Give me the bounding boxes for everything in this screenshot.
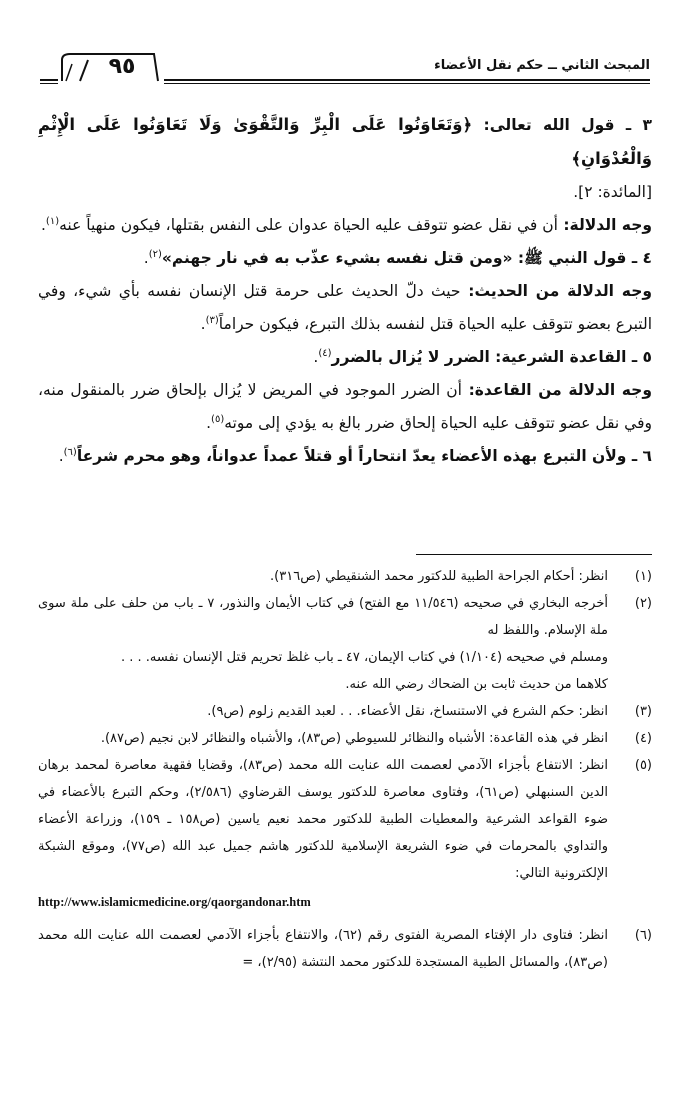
running-header bbox=[40, 52, 650, 92]
indication-text: أن في نقل عضو تتوقف عليه الحياة عدوان على النفس بقتلها، فيكون منهياً عنه bbox=[59, 216, 558, 234]
footnote-4 bbox=[38, 725, 652, 752]
footnote-text: ومسلم في صحيحه (١/١٠٤) في كتاب الإيمان، ٤٧ ـ باب غلظ تحريم قتل الإنسان نفسه. . . . bbox=[120, 650, 608, 665]
footnote-1 bbox=[38, 563, 652, 590]
footnote-6 bbox=[38, 922, 652, 976]
footnote-text: انظر: حكم الشرع في الاستنساخ، نقل الأعضاء. . . لعبد القديم زلوم (ص٩). bbox=[207, 704, 608, 719]
verse-reference: [المائدة: ٢]. bbox=[573, 183, 652, 201]
paragraph-rule bbox=[38, 341, 652, 374]
hadith-indication-text: حيث دلّ الحديث على حرمة قتل الإنسان نفسه بأي شيء، وفي التبرع بعضو تتوقف عليه الحياة قتل لنفسه بذلك التبرع، فيكون حراماً bbox=[38, 282, 652, 333]
footnote-url-link[interactable]: http://www.islamicmedicine.org/qaorgandonar.htm bbox=[38, 895, 311, 909]
evidence-label-4: ٤ ـ قول النبي ﷺ: bbox=[512, 249, 652, 267]
hadith-indication-label: وجه الدلالة من الحديث: bbox=[460, 282, 652, 300]
period: . bbox=[40, 216, 46, 234]
period: . bbox=[313, 348, 319, 366]
footnote-text: انظر: فتاوى دار الإفتاء المصرية الفتوى رقم (٦٢)، والانتفاع بأجزاء الآدمي لعصمت الله عنايت الله محمد (ص٨٣)، والمسائل الطبية المستجدة للدكتور محمد النتشة (٢/٩٥)، = bbox=[38, 928, 608, 970]
footnote-ref-4[interactable]: (٤) bbox=[318, 347, 332, 359]
paragraph-evidence-6 bbox=[38, 440, 652, 473]
footnote-ref-6[interactable]: (٦) bbox=[63, 446, 77, 458]
chapter-title: المبحث الثاني ــ حكم نقل الأعضاء bbox=[434, 58, 650, 73]
paragraph-indication-2 bbox=[38, 275, 652, 341]
evidence-label-3: ٣ ـ قول الله تعالى: bbox=[472, 116, 652, 134]
footnote-2 bbox=[38, 590, 652, 698]
footnote-ref-5[interactable]: (٥) bbox=[211, 413, 225, 425]
indication-label: وجه الدلالة: bbox=[557, 216, 652, 234]
footnotes bbox=[38, 563, 652, 976]
footnote-ref-2[interactable]: (٢) bbox=[148, 248, 162, 260]
maxim-indication-label: وجه الدلالة من القاعدة: bbox=[461, 381, 652, 399]
footnote-number: (٤) bbox=[634, 731, 652, 746]
footnote-text: كلاهما من حديث ثابت بن الضحاك رضي الله عنه. bbox=[345, 677, 608, 692]
legal-maxim: الضرر لا يُزال بالضرر bbox=[331, 348, 490, 366]
footnote-text: أخرجه البخاري في صحيحه (١١/٥٤٦ مع الفتح) في كتاب الأيمان والنذور، ٧ ـ باب من حلف على ملة سوى ملة الإسلام. واللفظ له bbox=[38, 596, 608, 638]
evidence-6-text: ٦ ـ ولأن التبرع بهذه الأعضاء يعدّ انتحاراً أو قتلاً عمداً عدواناً، وهو محرم شرعاً bbox=[76, 447, 652, 465]
page-number: ٩٥ bbox=[108, 54, 136, 79]
footnote-3 bbox=[38, 698, 652, 725]
main-text bbox=[38, 108, 652, 473]
paragraph-ayah bbox=[38, 108, 652, 176]
maxim-indication-text: أن الضرر الموجود في المريض لا يُزال بإلحاق ضرر بالمنقول منه، وفي نقل عضو تتوقف عليه الحياة إلحاق ضرر بالغ به يؤدي إلى موته bbox=[38, 381, 652, 432]
period: . bbox=[200, 315, 206, 333]
footnote-text: انظر: أحكام الجراحة الطبية للدكتور محمد الشنقيطي (ص٣١٦). bbox=[270, 569, 608, 584]
footnote-number: (١) bbox=[634, 569, 652, 584]
footnote-number: (٣) bbox=[634, 704, 652, 719]
period: . bbox=[58, 447, 64, 465]
period: . bbox=[206, 414, 212, 432]
quran-verse: ﴿وَتَعَاوَنُوا عَلَى الْبِرِّ وَالتَّقْوَىٰ وَلَا تَعَاوَنُوا عَلَى الْإِثْمِ وَالْعُدْوَانِ﴾ bbox=[38, 115, 652, 168]
evidence-label-5: ٥ ـ القاعدة الشرعية: bbox=[489, 348, 652, 366]
footnote-5 bbox=[38, 752, 652, 887]
page-number-box bbox=[58, 50, 164, 86]
paragraph-indication-1 bbox=[38, 209, 652, 242]
hadith-text: «ومن قتل نفسه بشيء عذّب به في نار جهنم» bbox=[161, 249, 513, 267]
paragraph-indication-3 bbox=[38, 374, 652, 440]
footnote-text: انظر في هذه القاعدة: الأشباه والنظائر للسيوطي (ص٨٣)، والأشباه والنظائر لابن نجيم (ص٨٧). bbox=[100, 731, 608, 746]
footnote-number: (٦) bbox=[634, 928, 652, 943]
period: . bbox=[143, 249, 149, 267]
paragraph-hadith bbox=[38, 242, 652, 275]
footnote-separator bbox=[416, 554, 652, 555]
footnote-ref-1[interactable]: (١) bbox=[45, 215, 60, 227]
footnote-text: انظر: الانتفاع بأجزاء الآدمي لعصمت الله عنايت الله محمد (ص٨٣)، وقضايا فقهية معاصرة لمحمد برهان الدين السنبهلي (ص٦١)، وفتاوى معاصرة للدكتور يوسف القرضاوي (٢/٥٨٦)، وحكم التبرع بالأعضاء في ضوء القواعد الشرعية والمعطيات الطبية للدكتور محمد نعيم ياسين (ص١٥٨ ـ ١٥٩)، وزراعة الأعضاء والتداوي بالمحرمات في ضوء الشريعة الإسلامية للدكتور هاشم جميل عبد الله (ص٧٧)، وموقع الشبكة الإلكترونية التالي: bbox=[38, 758, 608, 881]
footnote-number: (٥) bbox=[634, 758, 652, 773]
footnote-number: (٢) bbox=[634, 596, 652, 611]
verse-reference-line bbox=[38, 176, 652, 209]
footnote-ref-3[interactable]: (٣) bbox=[205, 314, 219, 326]
